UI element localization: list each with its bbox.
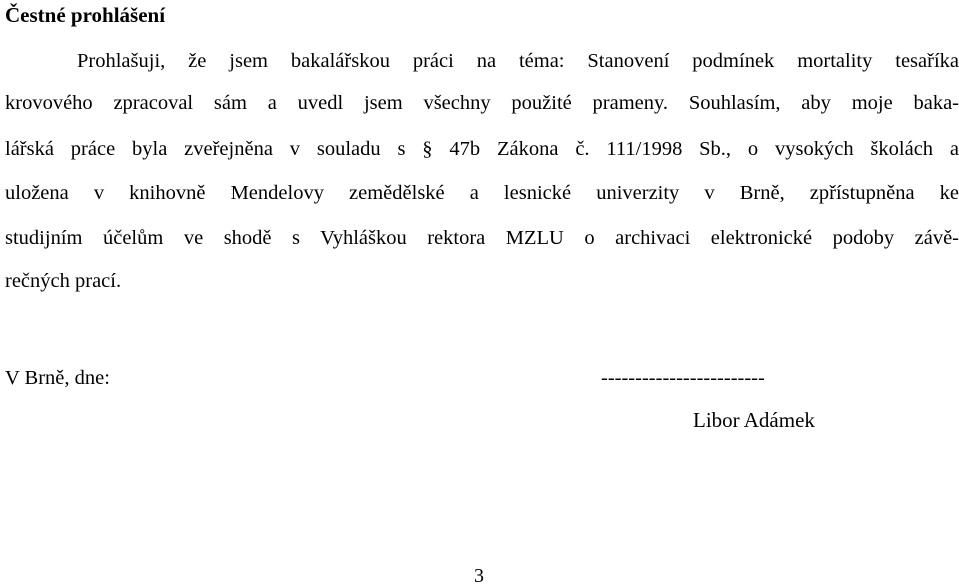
paragraph-line: Prohlašuji, že jsem bakalářskou práci na téma: Stanovení podmínek mortality tesaříka [77,50,959,72]
author-name: Libor Adámek [693,408,815,432]
place-date-label: V Brně, dne: [5,367,110,389]
paragraph-line: uložena v knihovně Mendelovy zemědělské a lesnické univerzity v Brně, zpřístupněna ke [5,182,959,204]
signature-line: ------------------------ [601,367,765,389]
page-number: 3 [474,565,484,587]
paragraph-line: rečných prací. [5,270,122,292]
page-title: Čestné prohlášení [5,3,166,27]
paragraph-line: studijním účelům ve shodě s Vyhláškou rektora MZLU o archivaci elektronické podoby závě- [5,227,959,249]
paragraph-line: lářská práce byla zveřejněna v souladu s § 47b Zákona č. 111/1998 Sb., o vysokých školách a [5,138,959,160]
paragraph-line: krovového zpracoval sám a uvedl jsem všechny použité prameny. Souhlasím, aby moje baka- [5,92,959,114]
